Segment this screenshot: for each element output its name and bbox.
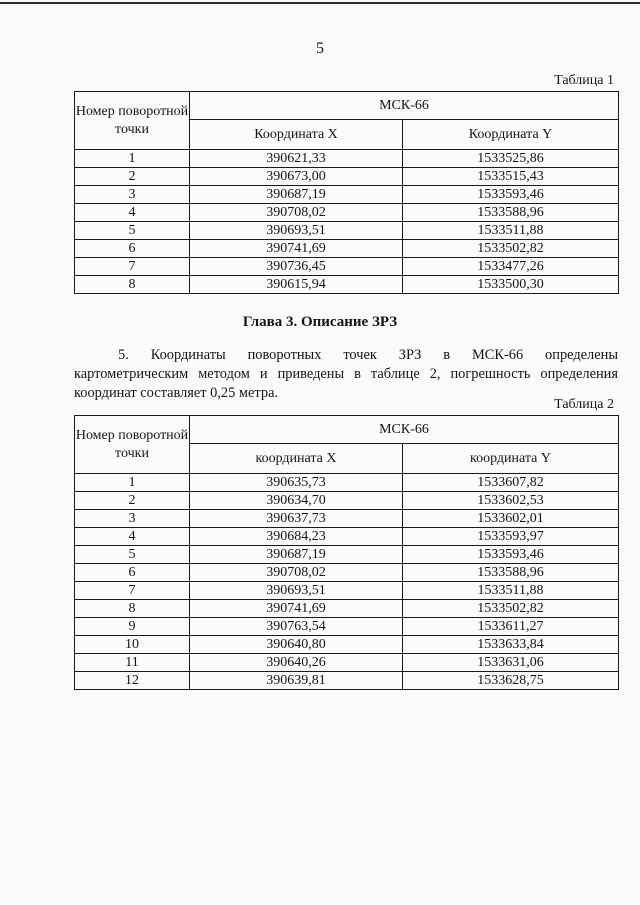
table-cell-x: 390687,19 xyxy=(190,546,403,564)
table-cell-x: 390615,94 xyxy=(190,276,403,294)
table2-header-x: координата X xyxy=(190,444,403,474)
table-cell-y: 1533602,53 xyxy=(403,492,619,510)
table-cell-y: 1533511,88 xyxy=(403,222,619,240)
table-cell-x: 390687,19 xyxy=(190,186,403,204)
table-cell-n: 1 xyxy=(75,474,190,492)
table-cell-y: 1533588,96 xyxy=(403,204,619,222)
table-cell-n: 6 xyxy=(75,564,190,582)
table-row xyxy=(75,186,619,204)
table-row xyxy=(75,240,619,258)
table-cell-n: 2 xyxy=(75,168,190,186)
table-cell-y: 1533633,84 xyxy=(403,636,619,654)
table2-header-system: МСК-66 xyxy=(190,416,619,444)
table-cell-x: 390736,45 xyxy=(190,258,403,276)
table-cell-n: 9 xyxy=(75,618,190,636)
table-cell-x: 390621,33 xyxy=(190,150,403,168)
table-cell-n: 5 xyxy=(75,546,190,564)
table1 xyxy=(74,91,619,294)
table-cell-y: 1533628,75 xyxy=(403,672,619,690)
table-cell-y: 1533515,43 xyxy=(403,168,619,186)
table-row xyxy=(75,510,619,528)
paragraph xyxy=(74,346,618,403)
table-row xyxy=(75,618,619,636)
table-cell-y: 1533502,82 xyxy=(403,600,619,618)
table2-header-num: Номер поворотной точки xyxy=(75,416,190,474)
table-cell-n: 11 xyxy=(75,654,190,672)
table1-header-y: Координата Y xyxy=(403,120,619,150)
table-cell-n: 4 xyxy=(75,528,190,546)
table-row xyxy=(75,528,619,546)
table-cell-y: 1533502,82 xyxy=(403,240,619,258)
table-row xyxy=(75,654,619,672)
table-row xyxy=(75,582,619,600)
table-cell-x: 390708,02 xyxy=(190,564,403,582)
paragraph-line1-text: 5. Координаты поворотных точек ЗРЗ в МСК-66 определены xyxy=(118,347,618,363)
table-cell-y: 1533611,27 xyxy=(403,618,619,636)
table-row xyxy=(75,276,619,294)
page-number: 5 xyxy=(316,40,324,57)
table-cell-x: 390741,69 xyxy=(190,240,403,258)
table-row xyxy=(75,204,619,222)
table-cell-x: 390639,81 xyxy=(190,672,403,690)
table-cell-n: 8 xyxy=(75,276,190,294)
table-cell-x: 390634,70 xyxy=(190,492,403,510)
table-cell-y: 1533602,01 xyxy=(403,510,619,528)
table-cell-n: 7 xyxy=(75,258,190,276)
table-cell-x: 390635,73 xyxy=(190,474,403,492)
table2-caption: Таблица 2 xyxy=(554,397,614,412)
table-row xyxy=(75,150,619,168)
table-cell-y: 1533593,46 xyxy=(403,186,619,204)
table-row xyxy=(75,492,619,510)
table-row xyxy=(75,546,619,564)
table-cell-y: 1533500,30 xyxy=(403,276,619,294)
table2 xyxy=(74,415,619,690)
table-row xyxy=(75,168,619,186)
table-row xyxy=(75,222,619,240)
table-cell-n: 1 xyxy=(75,150,190,168)
table1-body xyxy=(75,150,619,294)
table-cell-y: 1533631,06 xyxy=(403,654,619,672)
table-cell-n: 6 xyxy=(75,240,190,258)
table-cell-x: 390741,69 xyxy=(190,600,403,618)
table-cell-n: 10 xyxy=(75,636,190,654)
table-cell-x: 390640,26 xyxy=(190,654,403,672)
table-cell-y: 1533525,86 xyxy=(403,150,619,168)
table-cell-x: 390637,73 xyxy=(190,510,403,528)
table-row xyxy=(75,672,619,690)
table-cell-y: 1533593,97 xyxy=(403,528,619,546)
table-cell-x: 390763,54 xyxy=(190,618,403,636)
table-row xyxy=(75,600,619,618)
table-cell-n: 3 xyxy=(75,186,190,204)
table-cell-x: 390673,00 xyxy=(190,168,403,186)
table1-header-num: Номер поворотной точки xyxy=(75,92,190,150)
top-border-line xyxy=(0,2,640,4)
table-row xyxy=(75,258,619,276)
table2-body xyxy=(75,474,619,690)
table-row xyxy=(75,474,619,492)
table-cell-y: 1533593,46 xyxy=(403,546,619,564)
table1-caption: Таблица 1 xyxy=(554,73,614,88)
table-cell-y: 1533588,96 xyxy=(403,564,619,582)
table1-header-system: МСК-66 xyxy=(190,92,619,120)
table1-header-x: Координата X xyxy=(190,120,403,150)
table-cell-n: 7 xyxy=(75,582,190,600)
chapter-title: Глава 3. Описание ЗРЗ xyxy=(242,314,398,330)
table-cell-n: 8 xyxy=(75,600,190,618)
table-cell-x: 390708,02 xyxy=(190,204,403,222)
table-row xyxy=(75,564,619,582)
table-cell-x: 390640,80 xyxy=(190,636,403,654)
table-cell-x: 390693,51 xyxy=(190,582,403,600)
table2-header-y: координата Y xyxy=(403,444,619,474)
table-cell-n: 12 xyxy=(75,672,190,690)
table-cell-y: 1533477,26 xyxy=(403,258,619,276)
table-cell-y: 1533511,88 xyxy=(403,582,619,600)
table-cell-n: 4 xyxy=(75,204,190,222)
table-cell-n: 3 xyxy=(75,510,190,528)
table-cell-y: 1533607,82 xyxy=(403,474,619,492)
paragraph-rest: картометрическим методом и приведены в таблице 2, погрешность определения координат составляет 0,25 метра. xyxy=(74,366,618,401)
table-row xyxy=(75,636,619,654)
table-cell-x: 390684,23 xyxy=(190,528,403,546)
table-cell-x: 390693,51 xyxy=(190,222,403,240)
table-cell-n: 5 xyxy=(75,222,190,240)
paragraph-line1 xyxy=(74,346,618,365)
table-cell-n: 2 xyxy=(75,492,190,510)
